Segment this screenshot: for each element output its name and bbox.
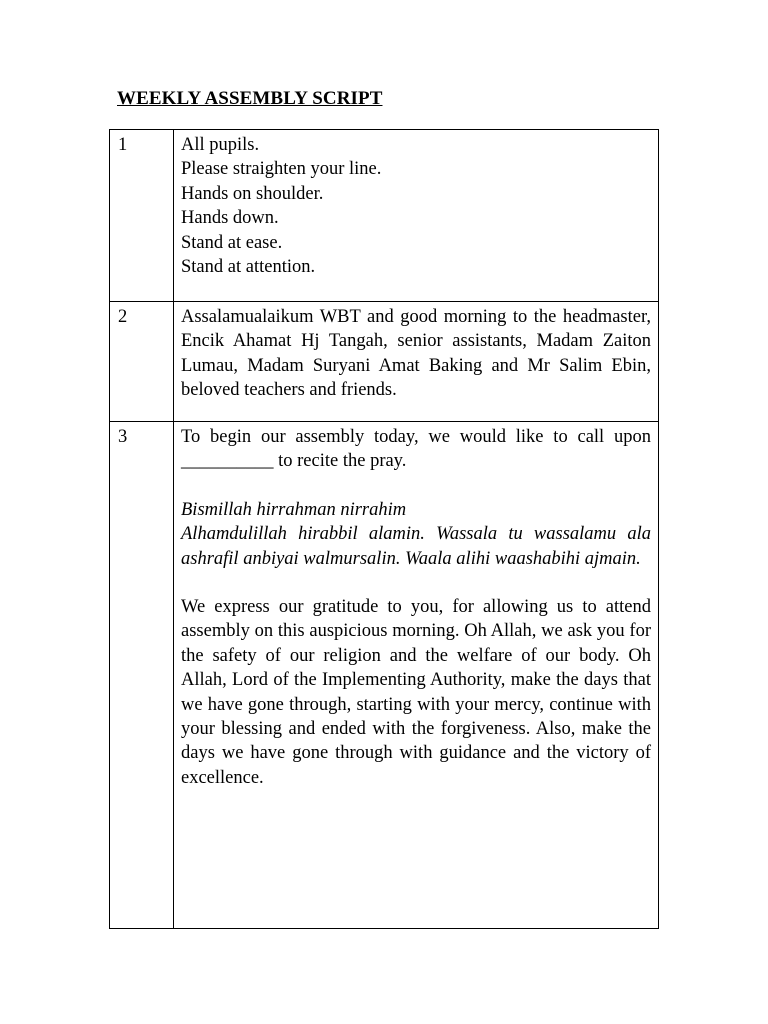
prayer-intro: To begin our assembly today, we would like to call upon __________ to recite the pray. <box>181 427 651 472</box>
row-number: 1 <box>110 130 174 302</box>
prayer-body: We express our gratitude to you, for allowing us to attend assembly on this auspicious morning. Oh Allah, we ask you for the safety of our religion and the welfare of our body. Oh Allah, Lord of the Implementing Authority, make the days that we have gone through, starting with your mercy, continue with your blessing and ended with the forgiveness. Also, make the days we have gone through with guidance and the victory of excellence. <box>181 597 651 788</box>
instruction-line: Stand at ease. <box>181 232 283 253</box>
table-row <box>110 302 659 422</box>
greeting-paragraph: Assalamualaikum WBT and good morning to the headmaster, Encik Ahamat Hj Tangah, senior assistants, Madam Zaiton Lumau, Madam Suryani Amat Baking and Mr Salim Ebin, beloved teachers and friends. <box>181 307 651 401</box>
instruction-line: All pupils. <box>181 135 260 155</box>
assembly-script-table <box>109 129 659 929</box>
instruction-line: Hands down. <box>181 208 279 229</box>
row-content <box>174 422 659 929</box>
prayer-line: Alhamdulillah hirabbil alamin. Wassala tu wassalamu ala ashrafil anbiyai walmursalin. Waala alihi waashabihi ajmain. <box>181 524 651 569</box>
table-row <box>110 130 659 302</box>
row-content <box>174 130 659 302</box>
prayer-line: Bismillah hirrahman nirrahim <box>181 499 407 520</box>
row-number: 3 <box>110 422 174 929</box>
row-number: 2 <box>110 302 174 422</box>
instruction-line: Hands on shoulder. <box>181 183 324 204</box>
instruction-line: Please straighten your line. <box>181 159 382 180</box>
document-title: WEEKLY ASSEMBLY SCRIPT <box>117 88 383 109</box>
row-content <box>174 302 659 422</box>
instruction-line: Stand at attention. <box>181 257 316 278</box>
table-row <box>110 422 659 929</box>
